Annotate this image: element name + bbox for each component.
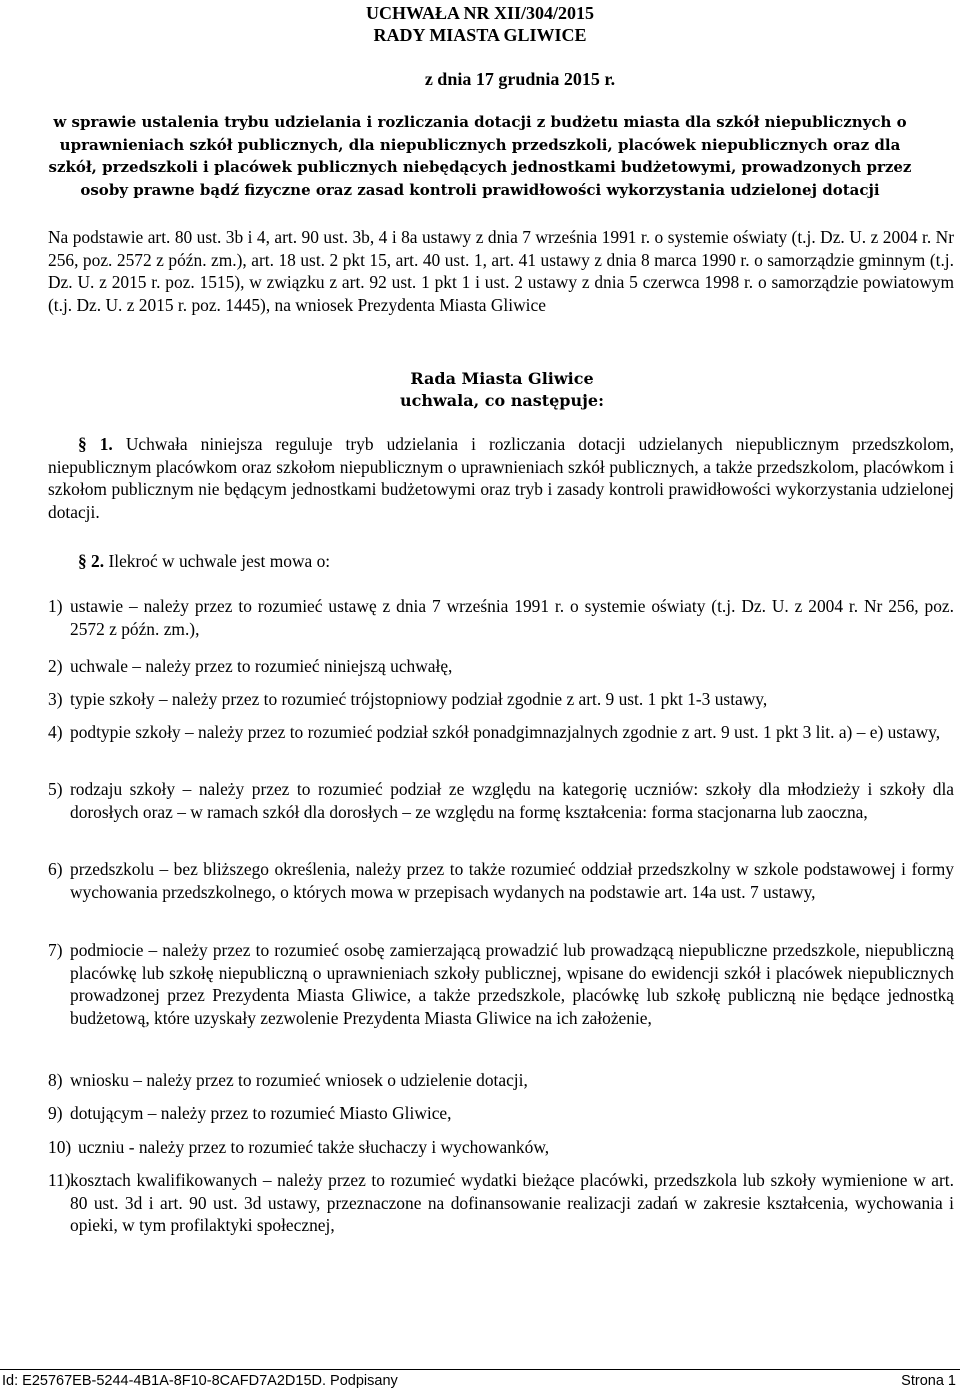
definition-item-1 bbox=[48, 595, 954, 640]
section-2-mark: § 2. bbox=[78, 551, 105, 571]
council-heading: Rada Miasta Gliwice bbox=[410, 369, 594, 388]
footer-divider bbox=[0, 1369, 960, 1370]
page-number: Strona 1 bbox=[901, 1373, 956, 1389]
council-name-heading: RADY MIASTA GLIWICE bbox=[373, 25, 587, 45]
section-2-text: Ilekroć w uchwale jest mowa o: bbox=[108, 551, 331, 571]
definition-item-3 bbox=[48, 688, 954, 711]
definition-text: przedszkolu – bez bliższego określenia, należy przez to także rozumieć oddział przedszkolny w szkole podstawowej i formy wychowania przedszkolnego, o których mowa w przepisach wydanych na podstawie art. 14a ust. 7 ustawy, bbox=[70, 859, 954, 902]
document-id: Id: E25767EB-5244-4B1A-8F10-8CAFD7A2D15D. Podpisany bbox=[2, 1373, 398, 1389]
section-1-text: Uchwała niniejsza reguluje tryb udzielania i rozliczania dotacji udzielanych niepublicznym przedszkolom, niepublicznym placówkom oraz szkołom niepublicznym o uprawnieniach szkół publicznych, a także przedszkolom, placówkom i szkołom publicznym nie będącym jednostkami budżetowymi oraz tryb i zasady kontroli prawidłowości wykorzystania udzielonej dotacji. bbox=[48, 434, 954, 522]
definition-number: 2) bbox=[48, 656, 63, 676]
resolution-number: UCHWAŁA NR XII/304/2015 bbox=[365, 3, 595, 23]
definition-number: 1) bbox=[48, 596, 63, 616]
definition-text: uczniu - należy przez to rozumieć także słuchaczy i wychowanków, bbox=[78, 1137, 550, 1157]
definition-item-4 bbox=[48, 721, 954, 744]
definition-text: rodzaju szkoły – należy przez to rozumieć podział ze względu na kategorię uczniów: szkoły dla młodzieży i szkoły dla dorosłych oraz – w ramach szkół dla dorosłych – ze względu na formę kształcenia: forma stacjonarna lub zaoczna, bbox=[70, 779, 954, 822]
definition-text: uchwale – należy przez to rozumieć niniejszą uchwałę, bbox=[70, 656, 453, 676]
definition-item-7 bbox=[48, 939, 954, 1029]
definition-item-10 bbox=[48, 1136, 954, 1159]
section-2 bbox=[48, 550, 954, 573]
definition-number: 5) bbox=[48, 779, 63, 799]
definition-text: ustawie – należy przez to rozumieć ustawę z dnia 7 września 1991 r. o systemie oświaty (t.j. Dz. U. z 2004 r. Nr 256, poz. 2572 z późn. zm.), bbox=[70, 596, 954, 639]
definition-item-2 bbox=[48, 655, 954, 678]
definition-item-9 bbox=[48, 1102, 954, 1125]
section-1 bbox=[48, 433, 954, 523]
definition-text: typie szkoły – należy przez to rozumieć trójstopniowy podział zgodnie z art. 9 ust. 1 pkt 1-3 ustawy, bbox=[70, 689, 768, 709]
legal-basis: Na podstawie art. 80 ust. 3b i 4, art. 90 ust. 3b, 4 i 8a ustawy z dnia 7 września 1991 r. o systemie oświaty (t.j. Dz. U. z 2004 r. Nr 256, poz. 2572 z późn. zm.), art. 18 ust. 2 pkt 15, art. 40 ust. 1, art. 41 ustawy z dnia 8 marca 1990 r. o samorządzie gminnym (t.j. Dz. U. z 2015 r. poz. 1515), w związku z art. 92 ust. 1 pkt 1 i ust. 2 ustawy z dnia 5 czerwca 1998 r. o samorządzie powiatowym (t.j. Dz. U. z 2015 r. poz. 1445), na wniosek Prezydenta Miasta Gliwice bbox=[48, 227, 954, 315]
definition-text: wniosku – należy przez to rozumieć wniosek o udzielenie dotacji, bbox=[70, 1070, 528, 1090]
definition-text: kosztach kwalifikowanych – należy przez to rozumieć wydatki bieżące placówki, przedszkola lub szkoły wymienione w art. 80 ust. 3d i art. 90 ust. 3d ustawy, przeznaczone na dofinansowanie realizacji zadań w zakresie kształcenia, wychowania i opieki, w tym profilaktyki społecznej, bbox=[70, 1170, 954, 1235]
definition-item-11 bbox=[48, 1169, 954, 1237]
definition-item-5 bbox=[48, 778, 954, 823]
definition-number: 11) bbox=[48, 1170, 71, 1190]
definition-number: 8) bbox=[48, 1070, 63, 1090]
definition-number: 7) bbox=[48, 940, 63, 960]
definition-number: 10) bbox=[48, 1137, 72, 1157]
section-1-mark: § 1. bbox=[78, 434, 113, 454]
definition-text: podtypie szkoły – należy przez to rozumieć podział szkół ponadgimnazjalnych zgodnie z art. 9 ust. 1 pkt 3 lit. a) – e) ustawy, bbox=[70, 722, 941, 742]
definition-text: podmiocie – należy przez to rozumieć osobę zamierzającą prowadzić lub prowadzącą niepubliczne przedszkole, niepubliczną placówkę lub szkołę niepubliczną o uprawnieniach szkoły publicznej, wpisane do ewidencji szkół i placówek niepublicznych prowadzonej przez Prezydenta Miasta Gliwice, a także przedszkole, placówkę lub szkołę publiczną nie będące jednostką budżetową, które uzyskały zezwolenie Prezydenta Miasta Gliwice na ich założenie, bbox=[70, 940, 954, 1028]
definition-number: 4) bbox=[48, 722, 63, 742]
definition-item-8 bbox=[48, 1069, 954, 1092]
council-resolves: uchwala, co następuje: bbox=[400, 391, 604, 410]
definition-item-6 bbox=[48, 858, 954, 903]
resolution-subject: w sprawie ustalenia trybu udzielania i rozliczania dotacji z budżetu miasta dla szkół niepublicznych o uprawnieniach szkół publicznych, dla niepublicznych przedszkoli, placówek niepublicznych oraz dla szkół, przedszkoli i placówek publicznych niebędących jednostkami budżetowymi, prowadzonych przez osoby prawne bądź fizyczne oraz zasad kontroli prawidłowości wykorzystania udzielonej dotacji bbox=[48, 113, 912, 199]
definition-number: 9) bbox=[48, 1103, 63, 1123]
definition-text: dotującym – należy przez to rozumieć Miasto Gliwice, bbox=[70, 1103, 452, 1123]
resolution-date: z dnia 17 grudnia 2015 r. bbox=[424, 69, 616, 89]
definition-number: 6) bbox=[48, 859, 63, 879]
definition-number: 3) bbox=[48, 689, 63, 709]
